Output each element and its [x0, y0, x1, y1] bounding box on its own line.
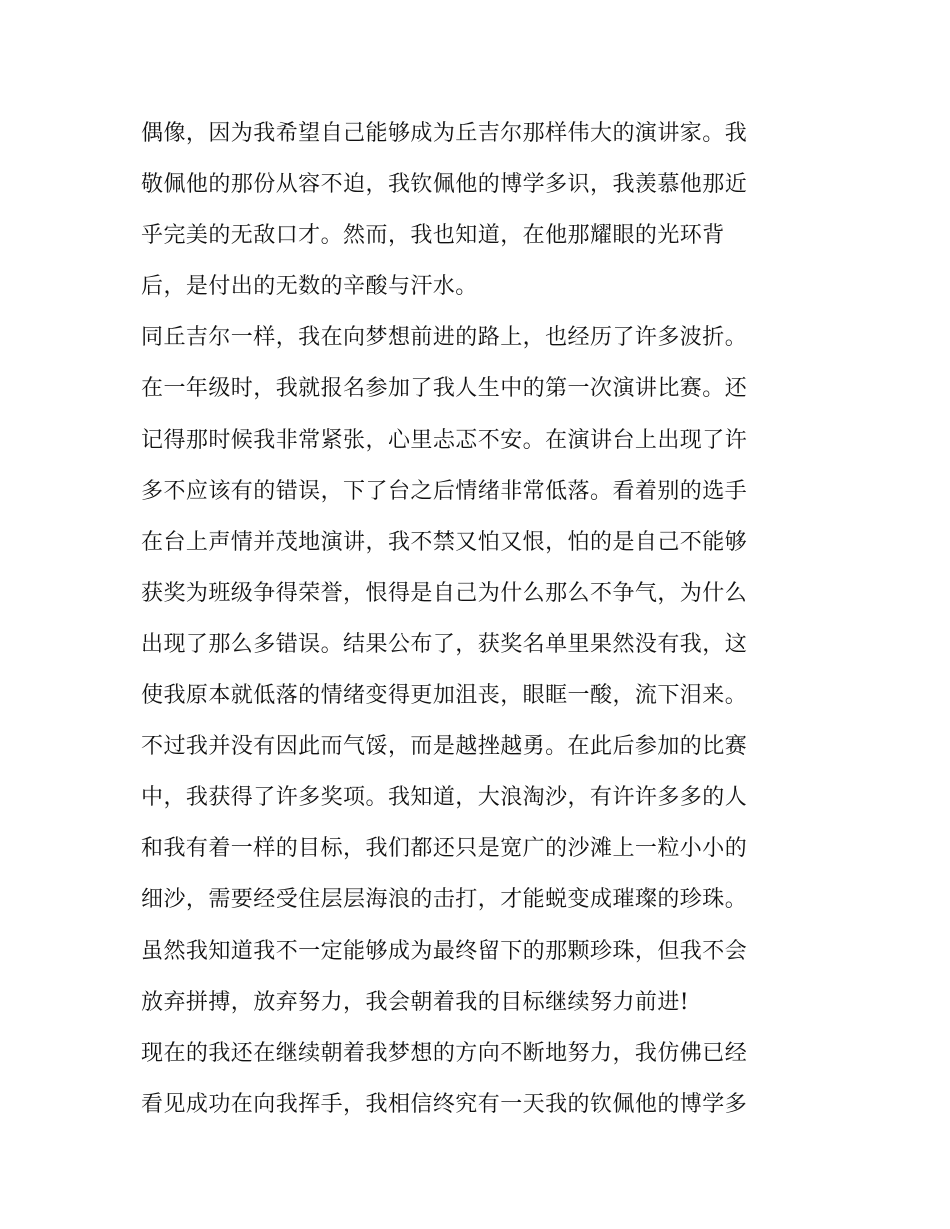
text-line: 细沙，需要经受住层层海浪的击打，才能蜕变成璀璨的珍珠。	[141, 887, 748, 913]
text-line: 和我有着一样的目标，我们都还只是宽广的沙滩上一粒小小的	[141, 836, 748, 862]
text-line: 后，是付出的无数的辛酸与汗水。	[141, 274, 478, 300]
text-line: 乎完美的无敌口才。然而，我也知道，在他那耀眼的光环背	[141, 223, 725, 249]
document-body	[141, 108, 821, 1130]
text-line: 在台上声情并茂地演讲，我不禁又怕又恨，怕的是自己不能够	[141, 529, 748, 555]
text-line: 偶像，因为我希望自己能够成为丘吉尔那样伟大的演讲家。我	[141, 121, 748, 146]
text-line: 敬佩他的那份从容不迫，我钦佩他的博学多识，我羡慕他那近	[141, 172, 748, 198]
text-line: 多不应该有的错误，下了台之后情绪非常低落。看着别的选手	[141, 478, 748, 504]
text-line: 看见成功在向我挥手，我相信终究有一天我的钦佩他的博学多	[141, 1091, 748, 1117]
text-line: 虽然我知道我不一定能够成为最终留下的那颗珍珠，但我不会	[141, 938, 748, 964]
text-line: 放弃拼搏，放弃努力，我会朝着我的目标继续努力前进!	[141, 989, 690, 1015]
text-line: 出现了那么多错误。结果公布了，获奖名单里果然没有我，这	[141, 631, 748, 657]
text-line: 现在的我还在继续朝着我梦想的方向不断地努力，我仿佛已经	[141, 1040, 748, 1066]
text-line: 中，我获得了许多奖项。我知道，大浪淘沙，有许许多多的人	[141, 785, 748, 811]
text-line: 使我原本就低落的情绪变得更加沮丧，眼眶一酸，流下泪来。	[141, 683, 748, 709]
text-line: 记得那时候我非常紧张，心里忐忑不安。在演讲台上出现了许	[141, 427, 748, 453]
text-line: 不过我并没有因此而气馁，而是越挫越勇。在此后参加的比赛	[141, 734, 748, 760]
text-line: 获奖为班级争得荣誉，恨得是自己为什么那么不争气，为什么	[141, 580, 748, 606]
text-line: 在一年级时，我就报名参加了我人生中的第一次演讲比赛。还	[141, 376, 748, 402]
text-line: 同丘吉尔一样，我在向梦想前进的路上，也经历了许多波折。	[141, 325, 748, 351]
